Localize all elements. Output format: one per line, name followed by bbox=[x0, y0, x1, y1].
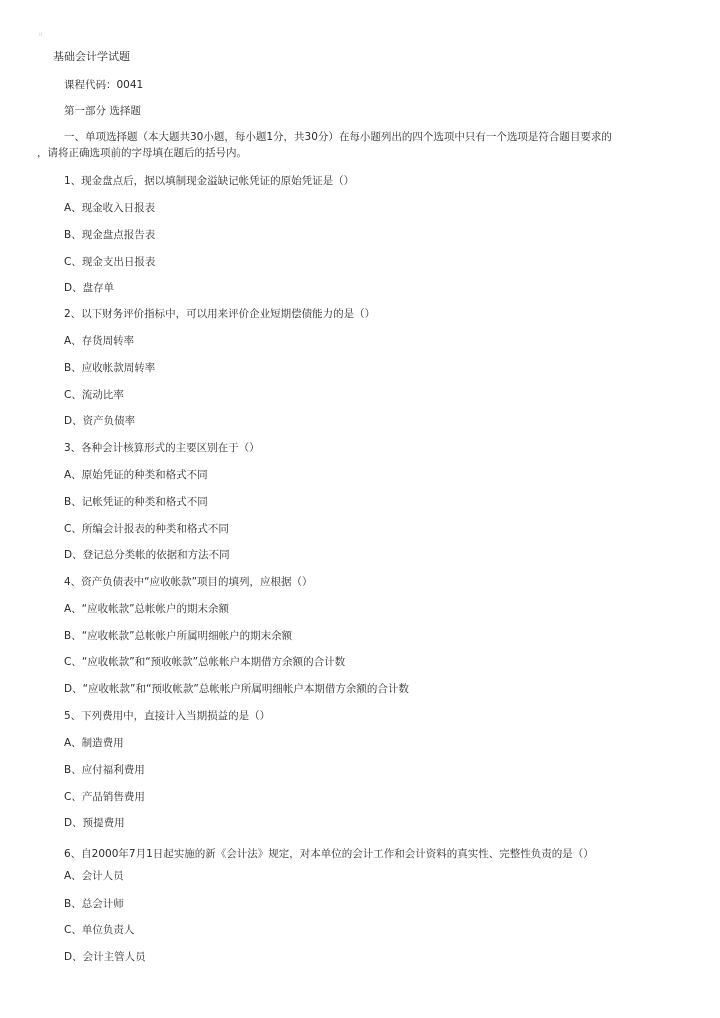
question-4-option-a: A、“应收帐款”总帐帐户的期末余额 bbox=[64, 603, 230, 615]
question-2: 2、以下财务评价指标中，可以用来评价企业短期偿债能力的是（） bbox=[64, 308, 376, 320]
question-1: 1、现金盘点后，据以填制现金溢缺记帐凭证的原始凭证是（） bbox=[64, 175, 355, 187]
question-1-option-a: A、现金收入日报表 bbox=[64, 202, 156, 214]
question-5-option-a: A、制造费用 bbox=[64, 737, 124, 749]
question-2-option-c: C、流动比率 bbox=[64, 389, 124, 401]
exam-title: 基础会计学试题 bbox=[53, 50, 130, 63]
question-5: 5、下列费用中，直接计入当期损益的是（） bbox=[64, 710, 271, 722]
question-1-option-b: B、现金盘点报告表 bbox=[64, 229, 156, 241]
question-3-option-d: D、登记总分类帐的依据和方法不同 bbox=[64, 549, 230, 561]
question-3-option-b: B、记帐凭证的种类和格式不同 bbox=[64, 496, 208, 508]
question-3-option-a: A、原始凭证的种类和格式不同 bbox=[64, 469, 208, 481]
question-6-option-b: B、总会计师 bbox=[64, 898, 124, 910]
question-4: 4、资产负债表中“应收帐款”项目的填列，应根据（） bbox=[64, 576, 313, 588]
question-5-option-c: C、产品销售费用 bbox=[64, 791, 145, 803]
course-code: 课程代码：0041 bbox=[64, 79, 144, 91]
question-6-option-c: C、单位负责人 bbox=[64, 924, 135, 936]
question-5-option-b: B、应付福利费用 bbox=[64, 764, 145, 776]
question-5-option-d: D、预提费用 bbox=[64, 817, 125, 829]
section-instructions-line1: 一、单项选择题（本大题共30小题，每小题1分，共30分）在每小题列出的四个选项中只有一个选项是符合题目要求的 bbox=[64, 131, 612, 143]
question-1-option-d: D、盘存单 bbox=[64, 282, 115, 294]
question-1-option-c: C、现金支出日报表 bbox=[64, 256, 156, 268]
question-4-option-d: D、“应收帐款”和“预收帐款”总帐帐户所属明细帐户本期借方余额的合计数 bbox=[64, 683, 409, 695]
question-3: 3、各种会计核算形式的主要区别在于（） bbox=[64, 442, 260, 454]
question-4-option-b: B、“应收帐款”总帐帐户所属明细帐户的期末余额 bbox=[64, 630, 293, 642]
question-3-option-c: C、所编会计报表的种类和格式不同 bbox=[64, 523, 229, 535]
question-4-option-c: C、“应收帐款”和“预收帐款”总帐帐户本期借方余额的合计数 bbox=[64, 656, 346, 668]
corner-mark: ıı bbox=[39, 31, 43, 38]
question-6: 6、自2000年7月1日起实施的新《会计法》规定，对本单位的会计工作和会计资料的真实性、完整性负责的是（） bbox=[64, 848, 594, 860]
question-2-option-a: A、存货周转率 bbox=[64, 335, 135, 347]
question-6-option-d: D、会计主管人员 bbox=[64, 951, 146, 963]
section-instructions-line2: ，请将正确选项前的字母填在题后的括号内。 bbox=[37, 147, 247, 159]
question-6-option-a: A、会计人员 bbox=[64, 870, 124, 882]
question-2-option-b: B、应收帐款周转率 bbox=[64, 362, 156, 374]
question-2-option-d: D、资产负债率 bbox=[64, 415, 136, 427]
part-heading: 第一部分 选择题 bbox=[64, 105, 141, 117]
